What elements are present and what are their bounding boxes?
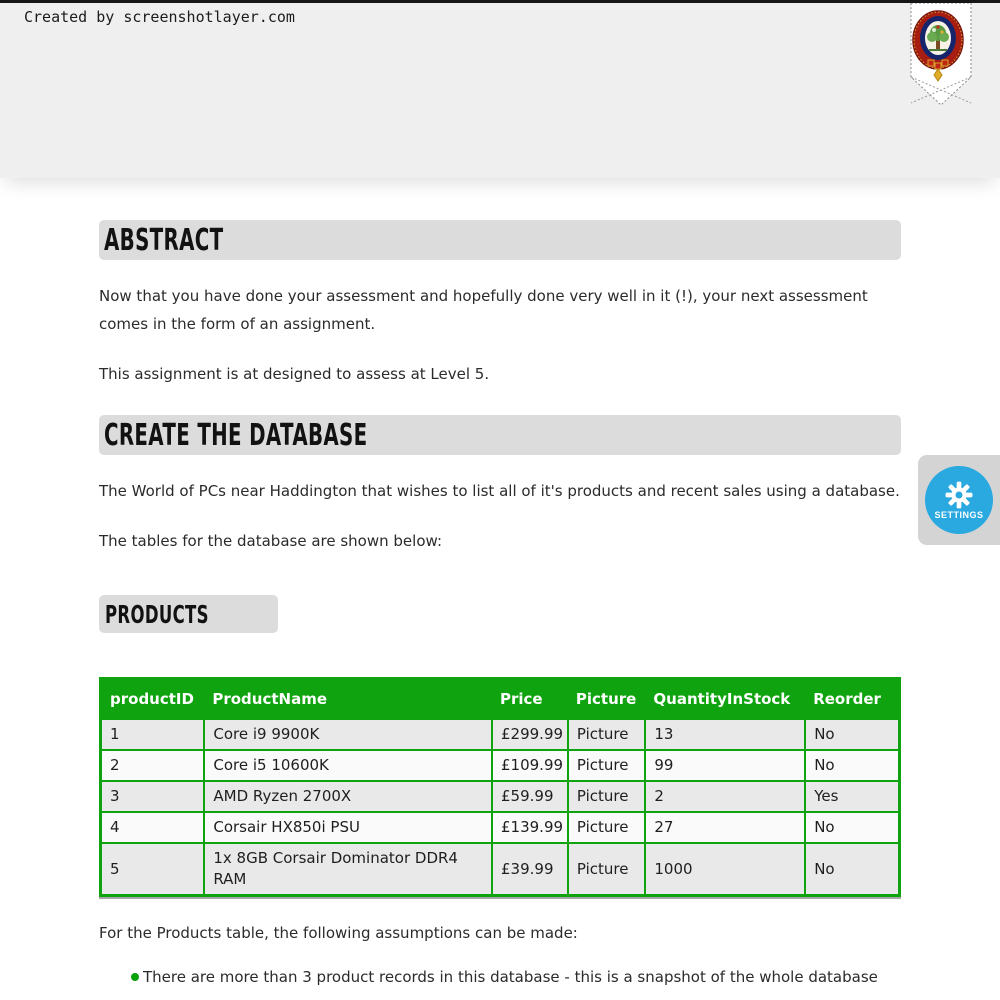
table-cell: Picture bbox=[568, 719, 646, 750]
table-cell: AMD Ryzen 2700X bbox=[204, 781, 492, 812]
table-cell: £39.99 bbox=[492, 843, 568, 896]
settings-panel bbox=[918, 455, 1000, 545]
table-cell: £109.99 bbox=[492, 750, 568, 781]
create-db-paragraph-1: The World of PCs near Haddington that wishes to list all of it's products and recent sales using a database. bbox=[99, 482, 900, 500]
assumption-item: There are more than 3 product records in this database - this is a snapshot of the whole database bbox=[131, 963, 901, 991]
table-cell: 1000 bbox=[645, 843, 805, 896]
table-cell: No bbox=[805, 750, 899, 781]
settings-button-label: SETTINGS bbox=[934, 509, 984, 520]
abstract-paragraph-1: Now that you have done your assessment and hopefully done very well in it (!), your next assessment comes in the form of an assignment. bbox=[99, 287, 868, 333]
page-header bbox=[0, 3, 1000, 178]
heading-products: PRODUCTS bbox=[99, 595, 278, 633]
table-row bbox=[101, 750, 900, 781]
settings-button[interactable] bbox=[925, 466, 993, 534]
table-row bbox=[101, 719, 900, 750]
gear-icon bbox=[945, 481, 973, 509]
column-header: ProductName bbox=[204, 679, 492, 720]
table-cell: 2 bbox=[101, 750, 205, 781]
table-cell: 13 bbox=[645, 719, 805, 750]
table-cell: 27 bbox=[645, 812, 805, 843]
products-table bbox=[99, 677, 901, 897]
table-cell: 1x 8GB Corsair Dominator DDR4 RAM bbox=[204, 843, 492, 896]
table-cell: 4 bbox=[101, 812, 205, 843]
table-row bbox=[101, 781, 900, 812]
table-cell: 5 bbox=[101, 843, 205, 896]
table-cell: Picture bbox=[568, 750, 646, 781]
table-cell: Corsair HX850i PSU bbox=[204, 812, 492, 843]
table-cell: Yes bbox=[805, 781, 899, 812]
column-header: QuantityInStock bbox=[645, 679, 805, 720]
column-header: Reorder bbox=[805, 679, 899, 720]
table-cell: Core i5 10600K bbox=[204, 750, 492, 781]
assumptions-list bbox=[131, 963, 901, 991]
created-by-text: Created by screenshotlayer.com bbox=[24, 8, 295, 26]
table-cell: Picture bbox=[568, 812, 646, 843]
column-header: productID bbox=[101, 679, 205, 720]
column-header: Picture bbox=[568, 679, 646, 720]
abstract-paragraph-2: This assignment is at designed to assess at Level 5. bbox=[99, 365, 490, 383]
table-cell: 3 bbox=[101, 781, 205, 812]
table-cell: No bbox=[805, 812, 899, 843]
table-cell: £59.99 bbox=[492, 781, 568, 812]
document-body bbox=[0, 178, 1000, 991]
products-heading-wrap bbox=[99, 595, 901, 633]
products-table-header bbox=[101, 679, 900, 720]
table-cell: £299.99 bbox=[492, 719, 568, 750]
assumptions-intro: For the Products table, the following assumptions can be made: bbox=[99, 924, 578, 942]
title-block bbox=[0, 59, 1000, 125]
table-cell: Picture bbox=[568, 843, 646, 896]
page-title: DATABASES ASSIGNMENT bbox=[0, 85, 1000, 125]
school-crest-ribbon-icon bbox=[909, 3, 973, 107]
site-subtitle: S3 COMPUTING bbox=[0, 59, 1000, 78]
table-row bbox=[101, 812, 900, 843]
heading-create-database: CREATE THE DATABASE bbox=[99, 415, 901, 455]
table-cell: No bbox=[805, 843, 899, 896]
table-row bbox=[101, 843, 900, 896]
column-header: Price bbox=[492, 679, 568, 720]
table-cell: Picture bbox=[568, 781, 646, 812]
table-cell: No bbox=[805, 719, 899, 750]
table-cell: 99 bbox=[645, 750, 805, 781]
table-cell: Core i9 9900K bbox=[204, 719, 492, 750]
heading-abstract: ABSTRACT bbox=[99, 220, 901, 260]
table-cell: 2 bbox=[645, 781, 805, 812]
create-db-paragraph-2: The tables for the database are shown below: bbox=[99, 532, 442, 550]
table-cell: 1 bbox=[101, 719, 205, 750]
table-cell: £139.99 bbox=[492, 812, 568, 843]
